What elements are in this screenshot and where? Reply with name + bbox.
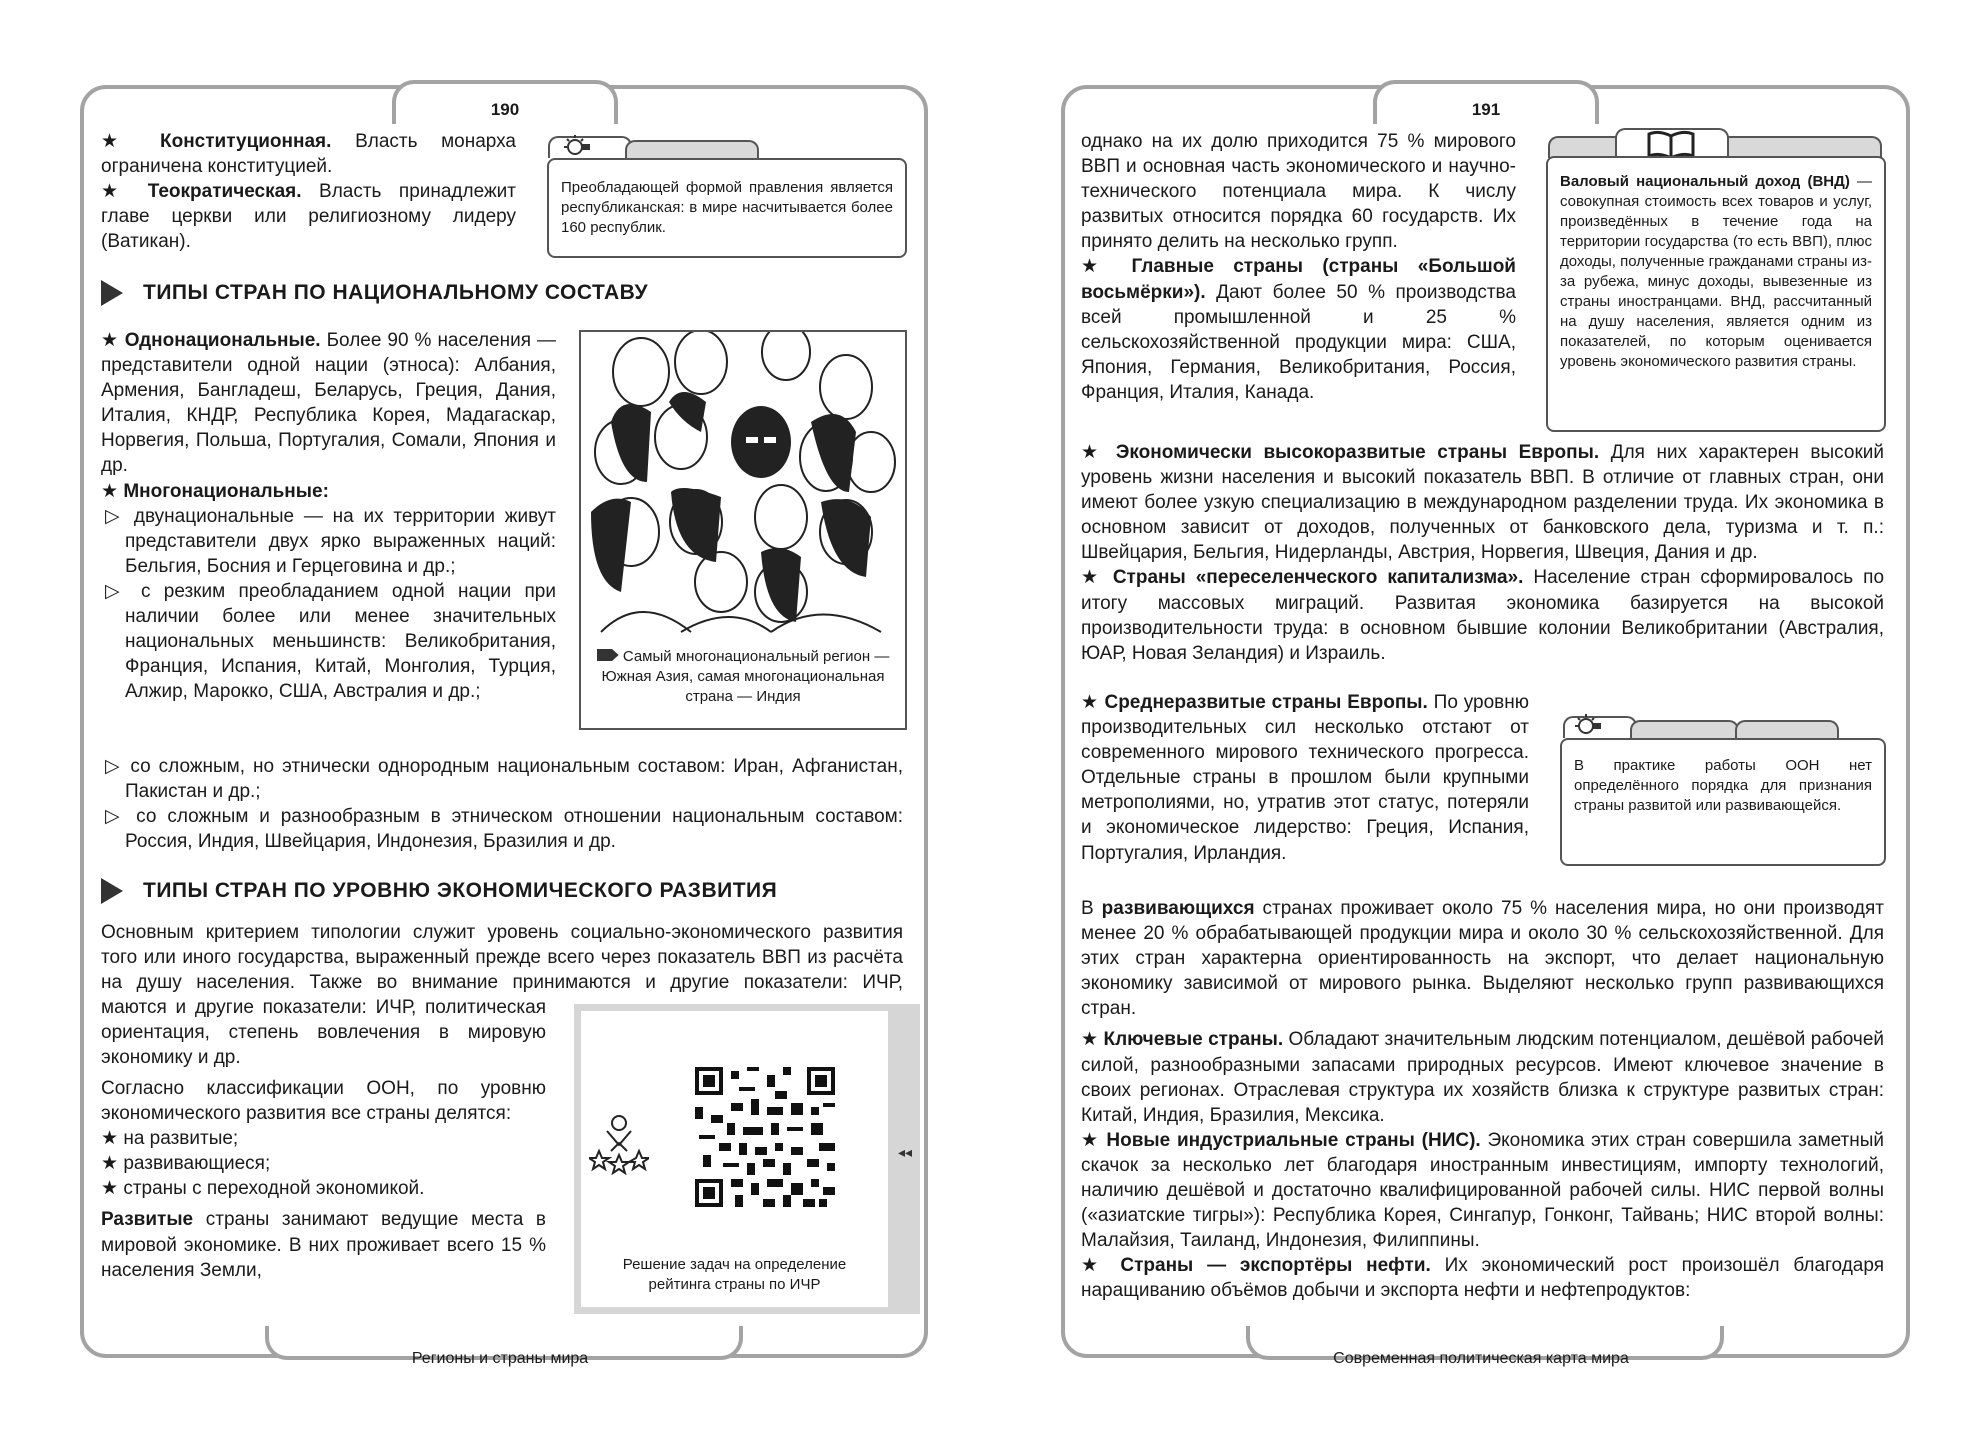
qr-card[interactable]: [581, 1011, 888, 1307]
triangle-marker-icon: ▷: [105, 505, 125, 527]
lightbulb-icon: [1572, 712, 1606, 746]
info-note-un: В практике работы ООН нет определённого порядка для признания страны развитой или развивающейся.: [1560, 738, 1886, 866]
triangle-marker-icon: ▷: [105, 756, 123, 777]
star-icon: ★: [101, 1178, 119, 1200]
triangle-marker-icon: ▷: [105, 580, 128, 602]
star-icon: ★: [1081, 1255, 1107, 1277]
developed-text-mid: ★ Экономически высокоразвитые страны Европы. Для них характерен высокий уровень жизни населения и высокий показатель ВВП. В отличие от главных стран, они имеют более узкую специализацию в международном разделении труда. Их экономика в основном зависит от доходов, полученных от банковского дела, туризма и т. п.: Швейцария, Бельгия, Нидерланды, Австрия, Норвегия, Швеция, Дания и др. ★ Страны «переселенческого капитализма». Население стран сформировалось по итогу массовых миграций. Развитая экономика базируется на высокой производительности труда: в основном бывшие колонии Великобритании (Австралия, ЮАР, Новая Зеландия) и Израиль.: [1081, 442, 1885, 664]
section-heading-national: ТИПЫ СТРАН ПО НАЦИОНАЛЬНОМУ СОСТАВУ: [101, 280, 648, 306]
crowd-illustration: [581, 332, 905, 642]
developing-text: В развивающихся странах проживает около 75 % населения мира, но они производят менее 20 % обрабатывающей продукции мира и около 30 % сельскохозяйственной. Для этих стран характерна ориентированность на экспорт, что делает национальную экономику зависимой от мирового рынка. Выделяют несколько групп развивающихся стран. ★ Ключевые страны. Обладают значительным людским потенциалом, дешёвой рабочей силой, разнообразными запасами природных ресурсов. Имеют ключевое значение в своих регионах. Отраслевая структура их хозяйств близка к структуре развитых стран: Китай, Индия, Бразилия, Мексика. ★ Новые индустриальные страны (НИС). Экономика этих стран совершила заметный скачок за несколько лет благодаря иностранным инвестициям, импорту технологий, наличию дешёвой и достаточно квалифицированной рабочей силы. НИС первой волны («азиатские тигры»): Республика Корея, Сингапур, Гонконг, Тайвань; НИС второй волны: Малайзия, Таиланд, Индонезия, Филиппины. ★ Страны — экспортёры нефти. Их экономический рост произошёл благодаря наращиванию объёмов добычи и экспорта нефти и нефтепродуктов:: [1081, 898, 1885, 1302]
lightbulb-icon: [561, 133, 595, 167]
arrow-icon: [101, 280, 123, 306]
economic-text: маются и другие показатели: ИЧР, политическая ориентация, степень вовлечения в мировую экономику и др. Согласно классификации ООН, по уровню экономического развития все страны делятся: ★ на развитые; ★ развивающиеся; ★ страны с переходной экономикой. Развитые страны занимают ведущие места в мировой экономике. В них проживает всего 15 % населения Земли,: [101, 997, 547, 1281]
note-tab: [1718, 136, 1882, 158]
star-icon: ★: [101, 480, 119, 502]
right-page-number: 191: [1471, 100, 1501, 119]
tag-icon: [597, 649, 619, 661]
developed-text-top: однако на их долю приходится 75 % мирового ВВП и основная часть экономического и научно-технического потенциала мира. К числу развитых относится порядка 60 государств. Их принято делить на несколько групп. ★ Главные страны (страны «Большой восьмёрки»). Дают более 50 % производства всей промышленной и 25 % сельскохозяйственной продукции мира: США, Япония, Германия, Великобритания, Россия, Франция, Италия, Канада.: [1081, 131, 1516, 403]
star-icon: ★: [101, 1128, 119, 1150]
star-icon: ★: [1081, 256, 1113, 278]
vnd-definition-note: Валовый национальный доход (ВНД) — совокупная стоимость всех товаров и услуг, произведённых в течение года на территории государства (то есть ВВП), плюс доходы, полученные гражданами страны из-за рубежа, минус доходы, вывезенные из страны иностранцами. ВНД, рассчитанный на душу населения, является одним из показателей, по которым оценивается уровень экономического развития страны.: [1546, 156, 1886, 432]
national-composition-text: ★ Однонациональные. Более 90 % населения — представители одной нации (этноса): Албания, Армения, Бангладеш, Беларусь, Греция, Дания, Италия, КНДР, Республика Корея, Мадагаскар, Норвегия, Польша, Португалия, Сомали, Япония и др. ★ Многонациональные: ▷ двунациональные — на их территории живут представители двух ярко выраженных наций: Бельгия, Босния и Герцеговина и др.; ▷ с резким преобладанием одной нации при наличии более или менее значительных национальных меньшинств: Великобритания, Франция, Испания, Китай, Монголия, Турция, Алжир, Марокко, США, Австралия и др.;: [101, 330, 556, 703]
left-page-number-tab: [392, 80, 618, 124]
rewind-icon[interactable]: ◂◂: [898, 1144, 913, 1160]
section-heading-economic: ТИПЫ СТРАН ПО УРОВНЮ ЭКОНОМИЧЕСКОГО РАЗВИТИЯ: [101, 878, 777, 904]
teamwork-stars-icon: [589, 1111, 649, 1175]
national-composition-text-wide: ▷ со сложным, но этнически однородным национальным составом: Иран, Афганистан, Пакистан и др.; ▷ со сложным и разнообразным в этническом отношении национальным составом: Россия, Индия, Швейцария, Индонезия, Бразилия и др.: [105, 756, 903, 853]
mid-developed-text: ★ Среднеразвитые страны Европы. По уровню производительных сил несколько отстают от современного мирового технического прогресса. Отдельные страны в прошлом были крупными метрополиями, но, утратив этот статус, потеряли и экономическое лидерство: Греция, Испания, Португалия, Ирландия.: [1081, 692, 1529, 864]
people-illustration-figure: [579, 330, 907, 730]
star-icon: ★: [1081, 692, 1099, 713]
star-icon: ★: [101, 1153, 119, 1175]
triangle-marker-icon: ▷: [105, 806, 126, 828]
star-icon: ★: [1081, 1129, 1100, 1151]
star-icon: ★: [1081, 567, 1103, 589]
qr-caption: Решение задач на определение рейтинга страны по ИЧР: [622, 1256, 847, 1293]
qr-code[interactable]: [695, 1067, 835, 1207]
star-icon: ★: [101, 131, 137, 152]
left-page-number: 190: [490, 100, 520, 119]
intro-monarchy: ★ Конституционная. Власть монарха ограничена конституцией. ★ Теократическая. Власть принадлежит главе церкви или религиозному лидеру (Ватикан).: [101, 131, 517, 253]
star-icon: ★: [101, 181, 131, 203]
right-footer: Современная политическая карта мира: [1333, 1350, 1629, 1367]
info-note: Преобладающей формой правления является республиканская: в мире насчитывается более 160 республик.: [547, 158, 907, 258]
star-icon: ★: [101, 330, 119, 351]
right-page-number-tab: [1373, 80, 1599, 124]
star-icon: ★: [1081, 1029, 1099, 1051]
left-footer: Регионы и страны мира: [411, 1350, 589, 1367]
arrow-icon: [101, 878, 123, 904]
figure-caption: Самый многонациональный регион — Южная Азия, самая многонациональная страна — Индия: [581, 647, 905, 707]
star-icon: ★: [1081, 442, 1105, 463]
economic-intro: Основным критерием типологии служит уровень социально-экономического развития того или иного государства, выраженный прежде всего через показатель ВВП из расчёта на душу населения. Также во внимание принимаются и другие показатели: ИЧР,: [101, 922, 903, 994]
